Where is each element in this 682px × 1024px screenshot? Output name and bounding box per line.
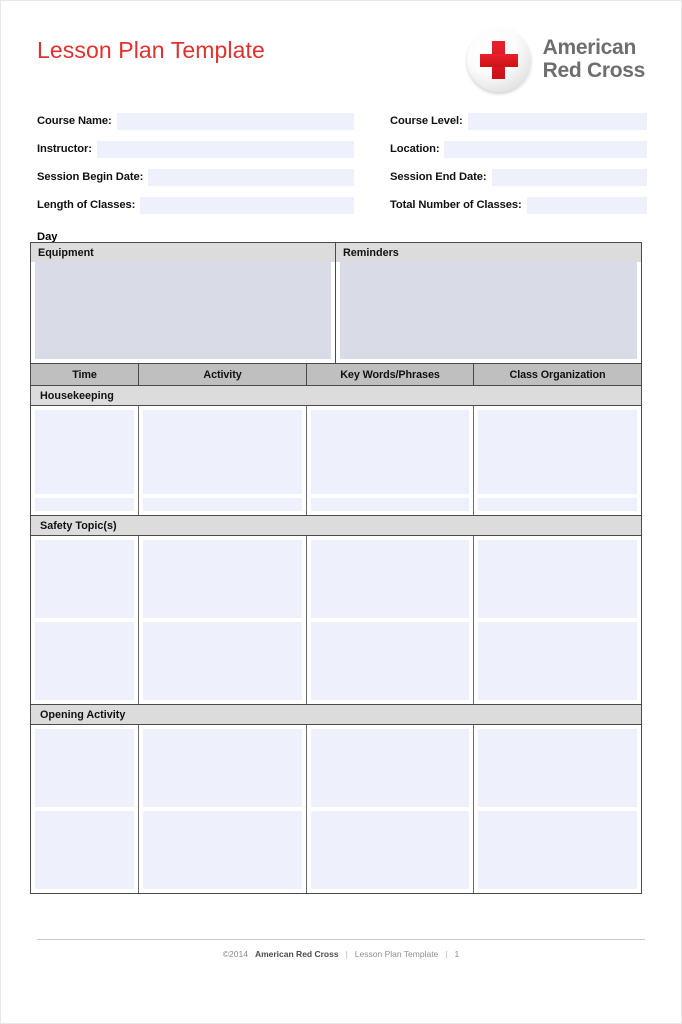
input-block[interactable] (35, 540, 134, 618)
field-label-total-number-of-classes: Total Number of Classes: (390, 199, 522, 211)
notes-row (31, 243, 641, 364)
input-block[interactable] (311, 622, 469, 700)
safety-organization-cell[interactable] (474, 536, 641, 704)
field-label-length-of-classes: Length of Classes: (37, 199, 136, 211)
input-block[interactable] (35, 622, 134, 700)
input-block[interactable] (478, 540, 637, 618)
housekeeping-time-cell[interactable] (31, 406, 139, 515)
input-block[interactable] (478, 410, 637, 494)
input-block-small[interactable] (311, 498, 469, 511)
opening-activity-cell[interactable] (139, 725, 307, 893)
page-header (37, 27, 645, 97)
input-block-small[interactable] (478, 498, 637, 511)
field-session-end-date (390, 163, 647, 191)
field-label-instructor: Instructor: (37, 143, 92, 155)
input-block[interactable] (311, 729, 469, 807)
page-footer (37, 939, 645, 959)
column-header-activity: Activity (139, 364, 307, 385)
equipment-cell (31, 243, 336, 363)
form-column-right (390, 107, 647, 219)
table-row (31, 725, 641, 893)
safety-activity-cell[interactable] (139, 536, 307, 704)
housekeeping-organization-cell[interactable] (474, 406, 641, 515)
session-begin-date-input[interactable] (148, 169, 354, 186)
table-column-headers (31, 364, 641, 386)
input-block[interactable] (35, 729, 134, 807)
input-block[interactable] (143, 811, 302, 889)
input-block[interactable] (478, 622, 637, 700)
total-number-of-classes-input[interactable] (527, 197, 647, 214)
footer-separator-1: | (345, 949, 348, 959)
input-block[interactable] (143, 410, 302, 494)
equipment-header: Equipment (31, 243, 335, 262)
field-length-of-classes (37, 191, 354, 219)
field-location (390, 135, 647, 163)
field-course-level (390, 107, 647, 135)
table-row (31, 536, 641, 705)
field-label-session-end-date: Session End Date: (390, 171, 487, 183)
field-instructor (37, 135, 354, 163)
housekeeping-keywords-cell[interactable] (307, 406, 474, 515)
field-label-location: Location: (390, 143, 440, 155)
input-block[interactable] (35, 811, 134, 889)
page-title: Lesson Plan Template (37, 37, 265, 63)
input-block[interactable] (143, 729, 302, 807)
location-input[interactable] (444, 141, 647, 158)
form-column-left (37, 107, 354, 219)
length-of-classes-input[interactable] (140, 197, 354, 214)
input-block[interactable] (35, 410, 134, 494)
reminders-cell (336, 243, 641, 363)
input-block[interactable] (143, 622, 302, 700)
column-header-time: Time (31, 364, 139, 385)
opening-keywords-cell[interactable] (307, 725, 474, 893)
footer-separator-2: | (445, 949, 448, 959)
logo-line-1: American (542, 36, 636, 60)
input-block[interactable] (311, 410, 469, 494)
footer-organization: American Red Cross (254, 949, 339, 959)
reminders-textarea[interactable] (340, 262, 637, 359)
housekeeping-activity-cell[interactable] (139, 406, 307, 515)
equipment-textarea[interactable] (35, 262, 331, 359)
opening-time-cell[interactable] (31, 725, 139, 893)
field-total-number-of-classes (390, 191, 647, 219)
reminders-header: Reminders (336, 243, 641, 262)
logo-wordmark (543, 37, 645, 82)
course-level-input[interactable] (468, 113, 647, 130)
field-course-name (37, 107, 354, 135)
input-block[interactable] (311, 811, 469, 889)
field-label-day: Day (37, 230, 58, 243)
american-red-cross-logo (467, 27, 645, 93)
table-row (31, 406, 641, 516)
course-name-input[interactable] (117, 113, 354, 130)
field-label-course-name: Course Name: (37, 115, 112, 127)
input-block-small[interactable] (143, 498, 302, 511)
footer-copyright: ©2014 (222, 949, 248, 959)
footer-page-number: 1 (454, 949, 460, 959)
safety-time-cell[interactable] (31, 536, 139, 704)
lesson-plan-table (30, 242, 642, 894)
logo-line-2: Red Cross (542, 59, 645, 82)
field-label-session-begin-date: Session Begin Date: (37, 171, 144, 183)
section-band-opening-activity: Opening Activity (31, 705, 641, 725)
section-band-safety-topics: Safety Topic(s) (31, 516, 641, 536)
opening-organization-cell[interactable] (474, 725, 641, 893)
input-block[interactable] (478, 811, 637, 889)
footer-document-name: Lesson Plan Template (354, 949, 439, 959)
session-end-date-input[interactable] (492, 169, 647, 186)
instructor-input[interactable] (97, 141, 354, 158)
red-cross-icon (467, 28, 531, 92)
section-band-housekeeping: Housekeeping (31, 386, 641, 406)
input-block-small[interactable] (35, 498, 134, 511)
safety-keywords-cell[interactable] (307, 536, 474, 704)
field-session-begin-date (37, 163, 354, 191)
column-header-class-organization: Class Organization (509, 368, 606, 381)
field-label-course-level: Course Level: (390, 115, 463, 127)
column-header-key-words-phrases: Key Words/Phrases (307, 364, 474, 385)
input-block[interactable] (311, 540, 469, 618)
input-block[interactable] (478, 729, 637, 807)
input-block[interactable] (143, 540, 302, 618)
